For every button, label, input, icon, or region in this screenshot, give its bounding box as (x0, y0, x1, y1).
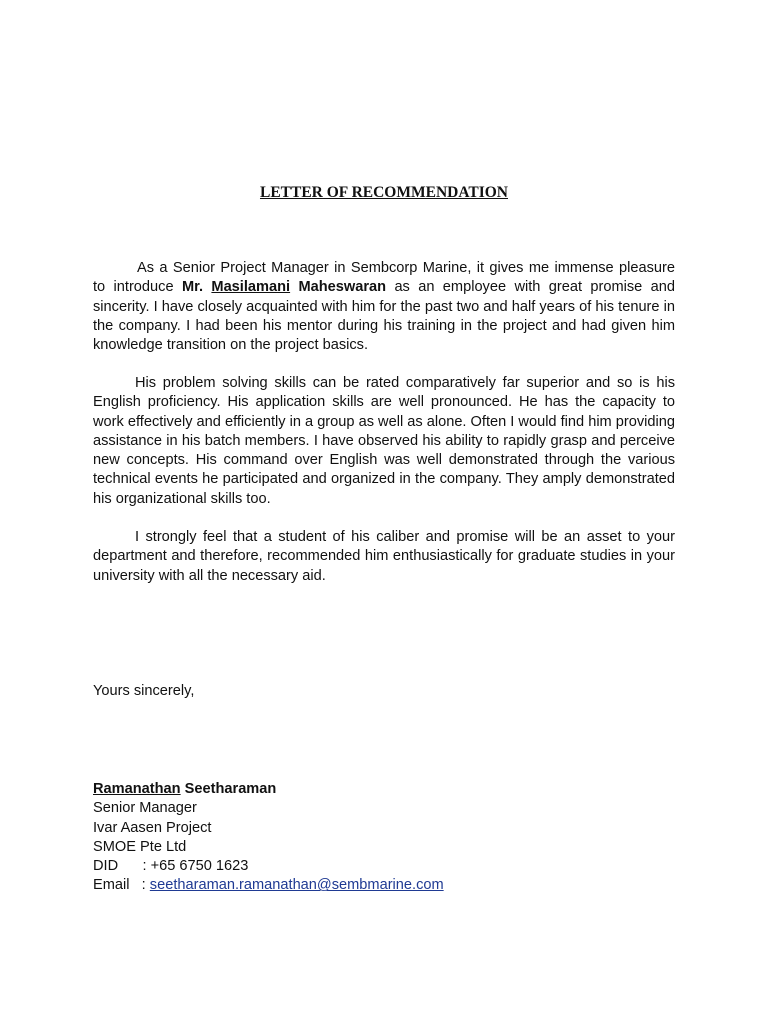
name-last: Maheswaran (298, 279, 387, 296)
signatory-last-name: Seetharaman (184, 781, 277, 797)
signatory-first-name: Ramanathan (93, 781, 181, 797)
candidate-name (182, 279, 386, 295)
name-prefix: Mr. (181, 279, 204, 296)
paragraph-intro (93, 259, 675, 355)
email-separator: : (141, 877, 146, 894)
paragraph-recommendation: I strongly feel that a student of his caliber and promise will be an asset to your department and therefore, recommended him enthusiastically for graduate studies in your university with all the necessary aid. (93, 529, 675, 584)
signatory-company: SMOE Pte Ltd (93, 838, 187, 855)
email-link[interactable]: seetharaman.ramanathan@sembmarine.com (149, 877, 444, 894)
name-first: Masilamani (211, 279, 291, 296)
intro-text-1: As a Senior Project Manager in Sembcorp Marine, it gives me immense pleasure to introduce (93, 260, 675, 296)
did-value: : +65 6750 1623 (142, 858, 249, 875)
did-label: DID (93, 858, 119, 875)
signatory-title: Senior Manager (93, 800, 197, 817)
email-label: Email (93, 877, 130, 894)
did-line (93, 857, 444, 876)
signatory-project: Ivar Aasen Project (93, 819, 212, 836)
signature-block (93, 780, 444, 896)
paragraph-skills: His problem solving skills can be rated comparatively far superior and so is his English proficiency. His application skills are well pronounced. He has the capacity to work effectively and efficiently in a group as well as alone. Often I would find him providing assistance in his batch members. I have observed his ability to rapidly grasp and perceive new concepts. His command over English was well demonstrated through the various technical events he participated and organized in the company. They amply demonstrated his organizational skills too. (93, 375, 675, 507)
intro-text-2: as an employee with great promise and sincerity. I have closely acquainted with him for the past two and half years of his tenure in the company. I had been his mentor during his training in the project and had given him knowledge transition on the project basics. (93, 279, 676, 354)
closing-salutation: Yours sincerely, (93, 683, 195, 699)
email-line (93, 876, 444, 895)
signatory-name (93, 780, 444, 799)
letter-title: LETTER OF RECOMMENDATION (259, 184, 508, 201)
